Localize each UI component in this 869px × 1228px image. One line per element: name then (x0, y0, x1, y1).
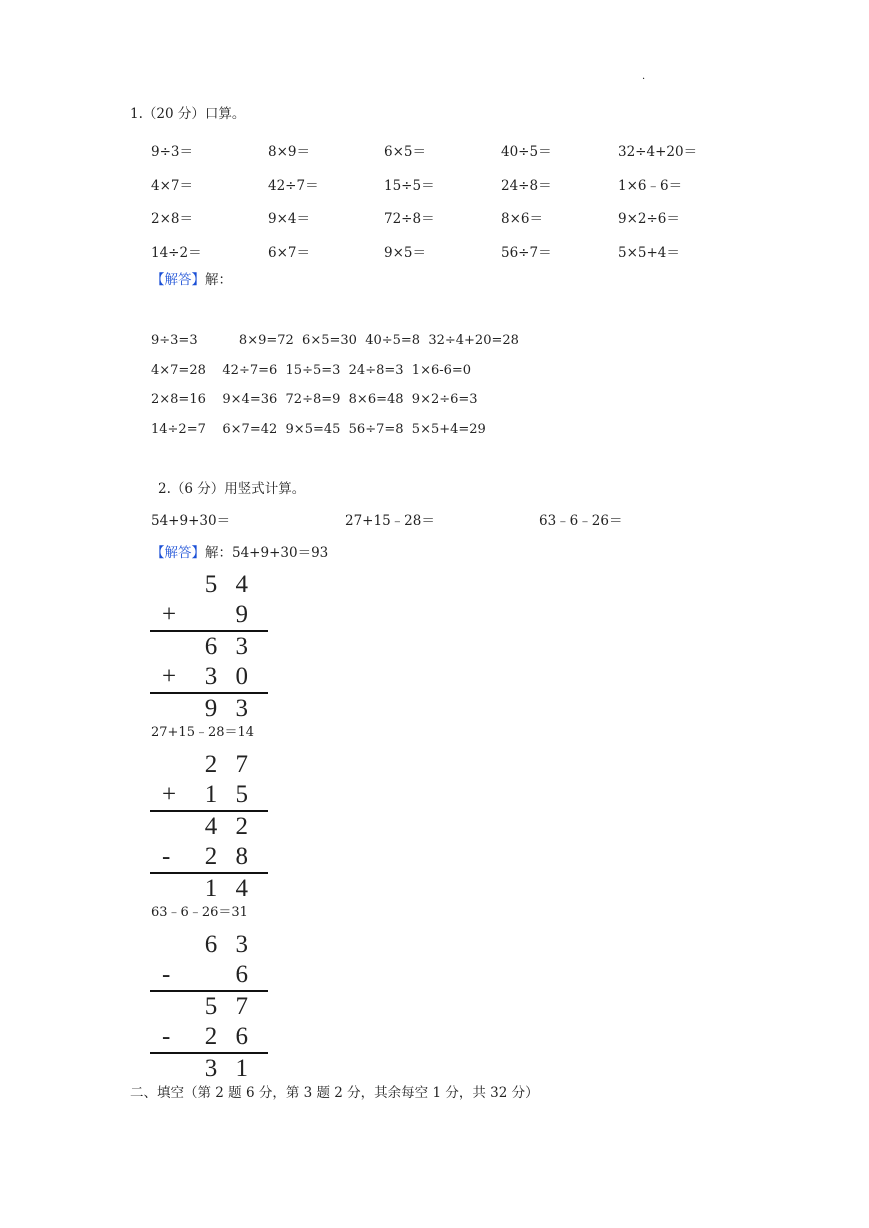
q1-cell: 9×5＝ (384, 245, 426, 261)
q1-answer-line: 4×7=28 42÷7=6 15÷5=3 24÷8=3 1×6-6=0 (151, 363, 472, 378)
q1-cell: 2×8＝ (151, 211, 193, 227)
q1-cell: 40÷5＝ (501, 144, 552, 160)
q1-cell: 24÷8＝ (501, 178, 552, 194)
vertical-calculation-1 (150, 570, 268, 724)
q2-problem: 63﹣6﹣26＝ (539, 513, 623, 529)
vc-number: 3 1 (204, 1055, 254, 1082)
vc-number: 4 2 (204, 813, 254, 840)
vc-number: 6 3 (204, 633, 254, 660)
section-2-heading: 二、填空（第 2 题 6 分，第 3 题 2 分，其余每空 1 分，共 32 分） (130, 1085, 539, 1101)
q1-answer-line: 9÷3=3 8×9=72 6×5=30 40÷5=8 32÷4+20=28 (151, 333, 519, 348)
vc-number: 6 (235, 961, 254, 988)
answer-tag: 【解答】 (151, 272, 205, 288)
q1-cell: 15÷5＝ (384, 178, 435, 194)
q1-cell: 9×2÷6＝ (618, 211, 680, 227)
vc-operator: + (162, 663, 177, 690)
q1-cell: 4×7＝ (151, 178, 193, 194)
vc-number: 9 3 (204, 695, 254, 722)
first-result: 54+9+30＝93 (232, 545, 329, 561)
q1-cell: 9÷3＝ (151, 144, 193, 160)
vc-number: 1 4 (204, 875, 254, 902)
q1-cell: 6×5＝ (384, 144, 426, 160)
vc-operator: - (162, 1023, 171, 1050)
q1-answer-line: 14÷2=7 6×7=42 9×5=45 56÷7=8 5×5+4=29 (151, 422, 486, 437)
q1-cell: 72÷8＝ (384, 211, 435, 227)
q1-cell: 32÷4+20＝ (618, 144, 698, 160)
second-result: 27+15﹣28＝14 (151, 725, 255, 740)
vc-number: 1 5 (204, 781, 254, 808)
q1-answer-heading (151, 274, 232, 288)
q1-cell: 6×7＝ (268, 245, 310, 261)
vertical-calculation-2 (150, 750, 268, 904)
q2-answer-heading (151, 547, 328, 561)
q1-cell: 1×6﹣6＝ (618, 178, 683, 194)
vc-operator: - (162, 843, 171, 870)
vertical-calculation-3 (150, 930, 268, 1084)
vc-number: 5 4 (204, 571, 254, 598)
vc-operator: + (162, 601, 177, 628)
q1-title: 1.（20 分）口算。 (130, 106, 246, 122)
q1-cell: 56÷7＝ (501, 245, 552, 261)
q1-answer-line: 2×8=16 9×4=36 72÷8=9 8×6=48 9×2÷6=3 (151, 392, 478, 407)
vc-number: 2 8 (204, 843, 254, 870)
q1-cell: 5×5+4＝ (618, 245, 680, 261)
answer-word: 解： (205, 272, 232, 288)
vc-number: 5 7 (204, 993, 254, 1020)
q1-cell: 8×6＝ (501, 211, 543, 227)
vc-number: 6 3 (204, 931, 254, 958)
vc-number: 3 0 (204, 663, 254, 690)
third-result: 63﹣6﹣26＝31 (151, 905, 248, 920)
q2-problem: 54+9+30＝ (151, 513, 231, 529)
q1-cell: 8×9＝ (268, 144, 310, 160)
q2-problem: 27+15﹣28＝ (345, 513, 435, 529)
q2-title: 2.（6 分）用竖式计算。 (158, 481, 306, 497)
answer-word: 解： (205, 545, 232, 561)
vc-operator: - (162, 961, 171, 988)
q1-cell: 42÷7＝ (268, 178, 319, 194)
q1-cell: 9×4＝ (268, 211, 310, 227)
vc-number: 9 (235, 601, 254, 628)
vc-operator: + (162, 781, 177, 808)
q1-cell: 14÷2＝ (151, 245, 202, 261)
vc-number: 2 6 (204, 1023, 254, 1050)
vc-number: 2 7 (204, 751, 254, 778)
page-dot: · (642, 74, 646, 85)
answer-tag: 【解答】 (151, 545, 205, 561)
